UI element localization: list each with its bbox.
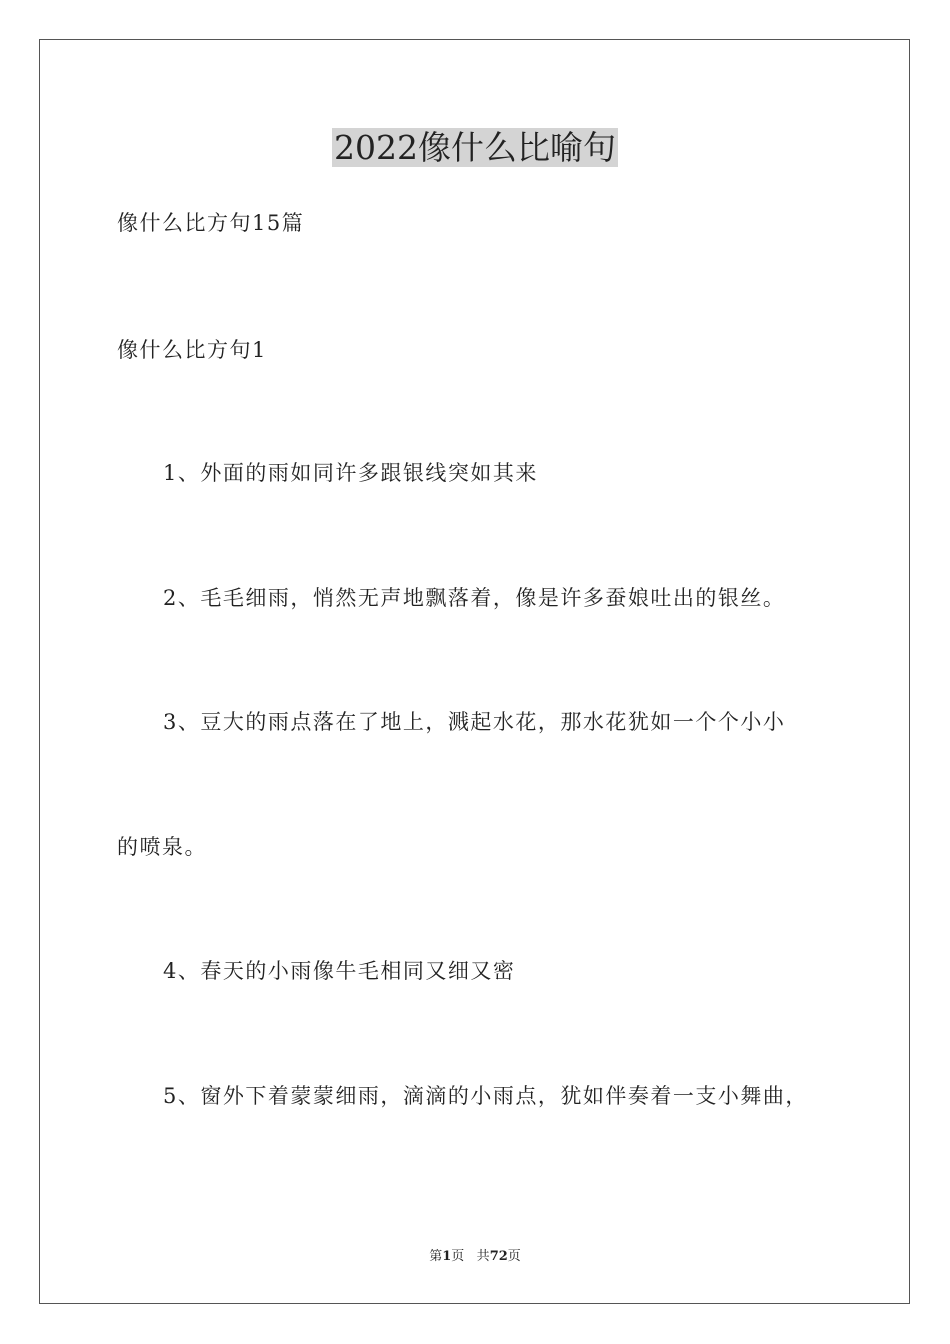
footer-prefix: 第 — [429, 1249, 443, 1264]
paragraph-item-4: 4、春天的小雨像牛毛相同又细又密 — [163, 959, 516, 983]
document-title — [0, 128, 950, 168]
footer-total-suffix: 页 — [507, 1249, 521, 1264]
paragraph-item-5: 5、窗外下着蒙蒙细雨，滴滴的小雨点，犹如伴奏着一支小舞曲， — [163, 1084, 808, 1108]
page-footer — [0, 1248, 950, 1266]
paragraph-subtitle: 像什么比方句15篇 — [117, 211, 305, 235]
document-title-text: 2022像什么比喻句 — [334, 128, 616, 167]
footer-page-suffix: 页 — [451, 1249, 465, 1264]
paragraph-item-3: 3、豆大的雨点落在了地上，溅起水花，那水花犹如一个个小小 — [163, 710, 786, 734]
footer-page-number: 1 — [442, 1249, 452, 1264]
paragraph-section-heading: 像什么比方句1 — [117, 338, 267, 362]
paragraph-item-3-continued: 的喷泉。 — [117, 835, 207, 859]
footer-total-prefix: 共 — [476, 1249, 490, 1264]
paragraph-item-2: 2、毛毛细雨，悄然无声地飘落着，像是许多蚕娘吐出的银丝。 — [163, 586, 786, 610]
paragraph-item-1: 1、外面的雨如同许多跟银线突如其来 — [163, 461, 538, 485]
footer-total-pages: 72 — [489, 1249, 508, 1264]
